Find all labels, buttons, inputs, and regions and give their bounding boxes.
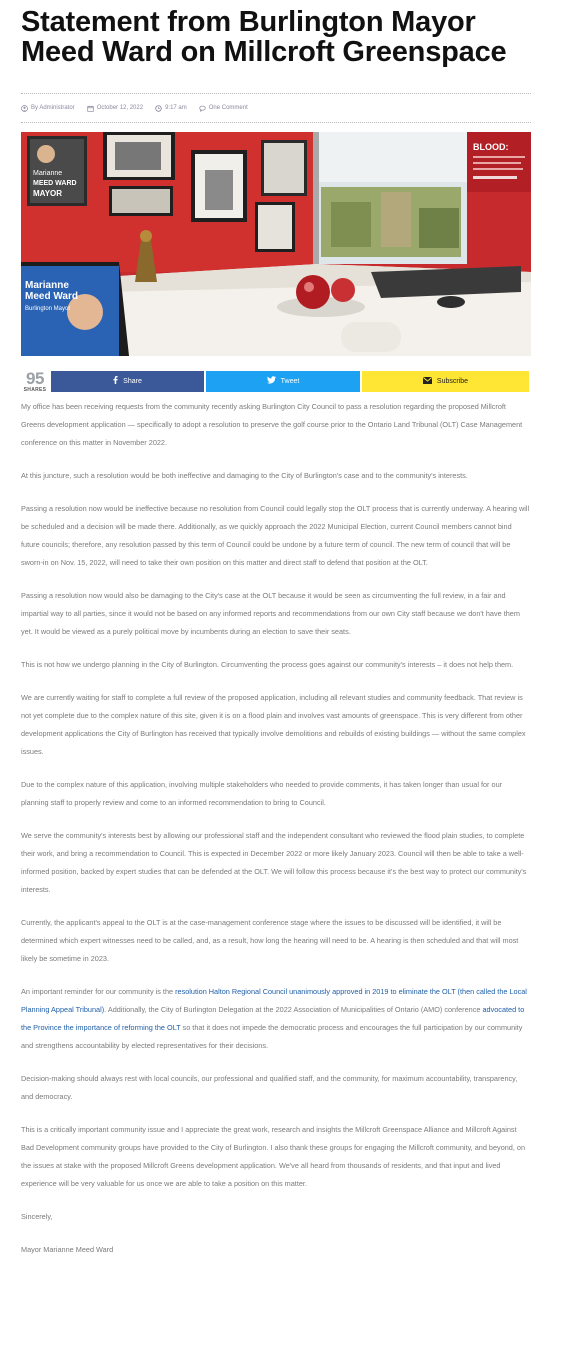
article-meta	[21, 93, 531, 123]
poster-line-2: MEED WARD	[33, 180, 77, 187]
amo-advocacy-link[interactable]: advocated to the Province the importance of reforming the OLT	[21, 1005, 525, 1032]
paragraph: Passing a resolution now would be ineffective because no resolution from Council could legally stop the OLT process that is currently underway. A hearing will be scheduled and a decision will be made there. Additionally, as we quickly approach the 2022 Municipal Election, current Council members cannot bind future councils; therefore, any resolution passed by this term of Council could be undone by a future term of council. The new term of council that will be sworn-in on Nov. 15, 2022, will need to take their own position on this matter and direct staff to defend that position at the OLT.	[21, 504, 530, 567]
paragraph: At this juncture, such a resolution would be both ineffective and damaging to the City of Burlington's case and to the community's interests.	[21, 471, 468, 480]
paragraph: Due to the complex nature of this application, involving multiple stakeholders who needed to provide comments, it has taken longer than usual for our planning staff to properly review and come to an informed recommendation to bring to Council.	[21, 780, 503, 807]
window-poster-title: BLOOD:	[473, 142, 509, 152]
closing: Sincerely,	[21, 1212, 53, 1221]
reminder-text-3: so that it does not impede the democratic process and encourages the full participation by our community and strengthens accountability by elected representatives for their decisions.	[21, 1023, 523, 1050]
paragraph: We serve the community's interests best by allowing our professional staff and the independent consultant who reviewed the flood plain studies, to complete their work, and bring a recommendation to Council. This is expected in December 2022 or more likely January 2023. Council will then be able to take a well-informed position, backed by expert studies that can be defended at the OLT. We will follow this process because it's the best way to protect our community's interests.	[21, 831, 527, 894]
poster-line-1: Marianne	[33, 170, 63, 177]
meta-comments[interactable]	[199, 105, 248, 112]
user-icon	[21, 105, 28, 112]
share-bar	[21, 369, 531, 393]
share-count	[21, 370, 49, 393]
facebook-icon	[113, 376, 118, 386]
calendar-icon	[87, 105, 94, 112]
poster-line-3: MAYOR	[33, 189, 63, 198]
subscribe-label: Subscribe	[436, 377, 469, 385]
envelope-icon	[423, 377, 432, 386]
laptop-line-3: Burlington Mayor	[25, 306, 71, 312]
meta-comments-text: One Comment	[208, 105, 248, 111]
twitter-share-label: Tweet	[280, 377, 300, 385]
halton-resolution-link[interactable]: resolution Halton Regional Council unanimously approved in 2019 to eliminate the OLT (then called the Local Planning Appeal Tribunal)	[21, 987, 527, 1014]
twitter-share-button[interactable]	[206, 371, 360, 392]
signature: Mayor Marianne Meed Ward	[21, 1245, 114, 1254]
paragraph: Decision-making should always rest with local councils, our professional and qualified staff, and the community, for maximum accountability, transparency, and democracy.	[21, 1074, 518, 1101]
article-title: Statement from Burlington Mayor Meed Ward on Millcroft Greenspace	[21, 6, 507, 68]
meta-date[interactable]	[87, 105, 143, 112]
meta-time	[155, 105, 187, 112]
twitter-icon	[267, 376, 276, 386]
paragraph: This is not how we undergo planning in the City of Burlington. Circumventing the process goes against our community's interests – it does not help them.	[21, 660, 514, 669]
paragraph: Currently, the applicant's appeal to the OLT is at the case-management conference stage where the issues to be discussed will be identified, it will be determined which expert witnesses need to be called, and, as a result, how long the hearing will need to be. A hearing is then scheduled and that will most likely be sometime in 2023.	[21, 918, 519, 963]
paragraph: Passing a resolution now would also be damaging to the City's case at the OLT because it would be seen as circumventing the full review, in a fair and impartial way to all parties, since it would not be based on any informed reports and recommendations from our own City staff because we don't have them yet. It would be viewed as a purely political move by incumbents during an election to save their seats.	[21, 591, 520, 636]
hero-image	[21, 132, 531, 356]
article-body	[21, 398, 531, 1274]
reminder-paragraph	[21, 983, 531, 1055]
paragraph: This is a critically important community issue and I appreciate the great work, research and insights the Millcroft Greenspace Alliance and Millcroft Against Bad Development community groups have provided to the City of Burlington. I also thank these groups for engaging the Millcroft community, and beyond, on the issues at stake with the proposed Millcroft Greens development application. We've all heard from thousands of residents, and that input and lived experience will be very valuable for us once we are able to take a position on this matter.	[21, 1125, 526, 1188]
laptop-line-2: Meed Ward	[25, 291, 78, 302]
share-count-number: 95	[26, 368, 44, 388]
clock-icon	[155, 105, 162, 112]
facebook-share-label: Share	[123, 377, 142, 385]
laptop-line-1: Marianne	[25, 280, 69, 291]
comment-icon	[199, 105, 206, 112]
reminder-text-2: . Additionally, the City of Burlington Delegation at the 2022 Association of Municipalities of Ontario (AMO) conference	[104, 1005, 483, 1014]
meta-author-text: By Administrator	[31, 105, 75, 111]
paragraph: We are currently waiting for staff to complete a full review of the proposed application, including all relevant studies and community feedback. That review is not yet complete due to the complex nature of this site, given it is on a flood plain and involves vast amounts of greenspace. This is very different from other development applications the City of Burlington has received that typically involve demolitions and rebuilds of existing buildings — without the same complex issues.	[21, 693, 526, 756]
office-photo	[21, 132, 531, 356]
meta-date-text: October 12, 2022	[96, 105, 144, 111]
meta-author[interactable]	[21, 105, 75, 112]
reminder-text-1: An important reminder for our community is the	[21, 987, 176, 996]
facebook-share-button[interactable]	[51, 371, 204, 392]
subscribe-button[interactable]	[362, 371, 529, 392]
paragraph: My office has been receiving requests from the community recently asking Burlington City Council to pass a resolution regarding the proposed Millcroft Greens development application — specifically to adopt a resolution to preserve the golf course prior to the Ontario Land Tribunal (OLT) Case Management conference on this matter in November 2022.	[21, 402, 523, 447]
meta-time-text: 9:17 am	[165, 105, 187, 111]
share-count-label: SHARES	[23, 386, 47, 393]
